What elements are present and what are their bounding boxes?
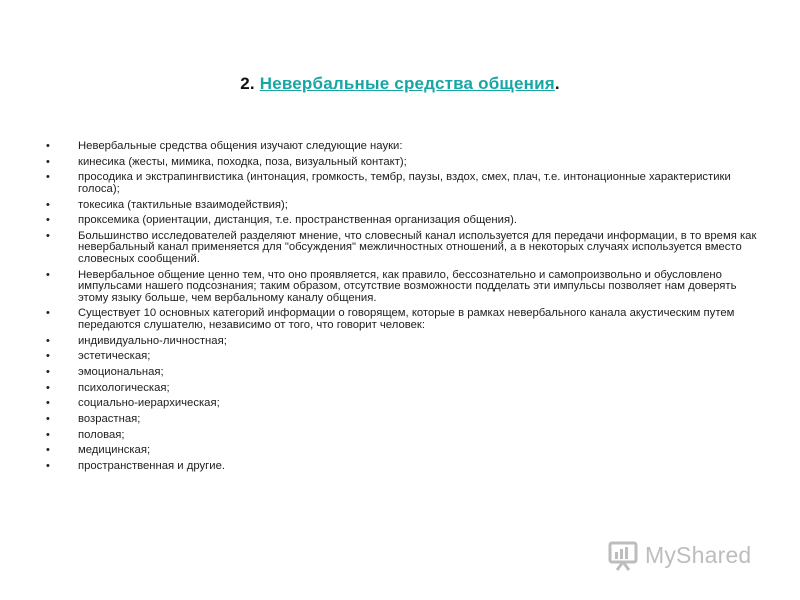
bullet-dot: • bbox=[46, 381, 50, 394]
bullet-dot: • bbox=[46, 229, 50, 242]
bullet-dot: • bbox=[46, 268, 50, 281]
list-item bbox=[46, 414, 761, 426]
bullet-dot: • bbox=[46, 350, 50, 363]
watermark-text: MyShared bbox=[645, 541, 752, 568]
presentation-board-icon bbox=[607, 538, 641, 572]
list-item-text: кинесика (жесты, мимика, походка, поза, визуальный контакт); bbox=[78, 155, 407, 168]
list-item-text: Невербальные средства общения изучают следующие науки: bbox=[78, 140, 403, 152]
bullet-dot: • bbox=[46, 460, 50, 472]
bullet-dot: • bbox=[46, 397, 50, 410]
list-item bbox=[46, 367, 761, 379]
list-item bbox=[46, 383, 761, 395]
list-item-text: Невербальное общение ценно тем, что оно проявляется, как правило, бессознательно и самопроизвольно и обусловлено импульсами нашего подсознания; таким образом, отсутствие возможности подделать эти импульсы позволяет нам доверять этому языку больше, чем вербальному каналу общения. bbox=[78, 268, 737, 304]
title-number: 2. bbox=[240, 74, 255, 93]
list-item-text: просодика и экстрапингвистика (интонация, громкость, тембр, паузы, вздох, смех, плач, т.е. интонационные характеристики голоса); bbox=[78, 171, 731, 195]
bullet-dot: • bbox=[46, 214, 50, 227]
list-item-text: половая; bbox=[78, 428, 125, 441]
list-item bbox=[46, 351, 761, 363]
bullet-dot: • bbox=[46, 428, 50, 441]
bullet-dot: • bbox=[46, 198, 50, 211]
myshared-watermark bbox=[607, 537, 767, 573]
bullet-dot: • bbox=[46, 155, 50, 168]
list-item-text: медицинская; bbox=[78, 444, 151, 457]
list-item-text: пространственная и другие. bbox=[78, 460, 226, 472]
bullet-dot: • bbox=[46, 444, 50, 457]
list-item-text: возрастная; bbox=[78, 412, 141, 425]
list-item bbox=[46, 461, 761, 473]
bullet-dot: • bbox=[46, 307, 50, 320]
list-item-text: проксемика (ориентации, дистанция, т.е. пространственная организация общения). bbox=[78, 214, 517, 227]
bullet-dot: • bbox=[46, 365, 50, 378]
bullet-list bbox=[46, 141, 761, 477]
list-item-text: токесика (тактильные взаимодействия); bbox=[78, 198, 288, 211]
list-item-text: психологическая; bbox=[78, 381, 170, 394]
bullet-dot: • bbox=[46, 140, 50, 152]
list-item bbox=[46, 231, 761, 266]
slide-title bbox=[0, 74, 800, 94]
list-item-text: индивидуально-личностная; bbox=[78, 334, 227, 347]
list-item-text: Существует 10 основных категорий информации о говорящем, которые в рамках невербального канала акустическим путем передаются слушателю, независимо от того, что говорит человек: bbox=[78, 307, 735, 331]
bullet-dot: • bbox=[46, 171, 50, 184]
list-item bbox=[46, 308, 761, 331]
list-item bbox=[46, 157, 761, 169]
list-item bbox=[46, 430, 761, 442]
bullet-dot: • bbox=[46, 334, 50, 347]
bullet-dot: • bbox=[46, 412, 50, 425]
list-item-text: социально-иерархическая; bbox=[78, 397, 220, 410]
list-item-text: эмоциональная; bbox=[78, 365, 164, 378]
list-item bbox=[46, 200, 761, 212]
list-item bbox=[46, 445, 761, 457]
list-item bbox=[46, 215, 761, 227]
list-item bbox=[46, 270, 761, 305]
title-trailing: . bbox=[554, 74, 560, 93]
title-link[interactable]: Невербальные средства общения bbox=[259, 74, 555, 93]
list-item bbox=[46, 141, 761, 153]
list-item bbox=[46, 172, 761, 195]
list-item-text: эстетическая; bbox=[78, 350, 151, 363]
list-item bbox=[46, 336, 761, 348]
list-item-text: Большинство исследователей разделяют мнение, что словесный канал используется для передачи информации, в то время как невербальный канал применяется для "обсуждения" межличностных отношений, а в некоторых случаях используется вместо словесных сообщений. bbox=[78, 229, 757, 265]
list-item bbox=[46, 398, 761, 410]
